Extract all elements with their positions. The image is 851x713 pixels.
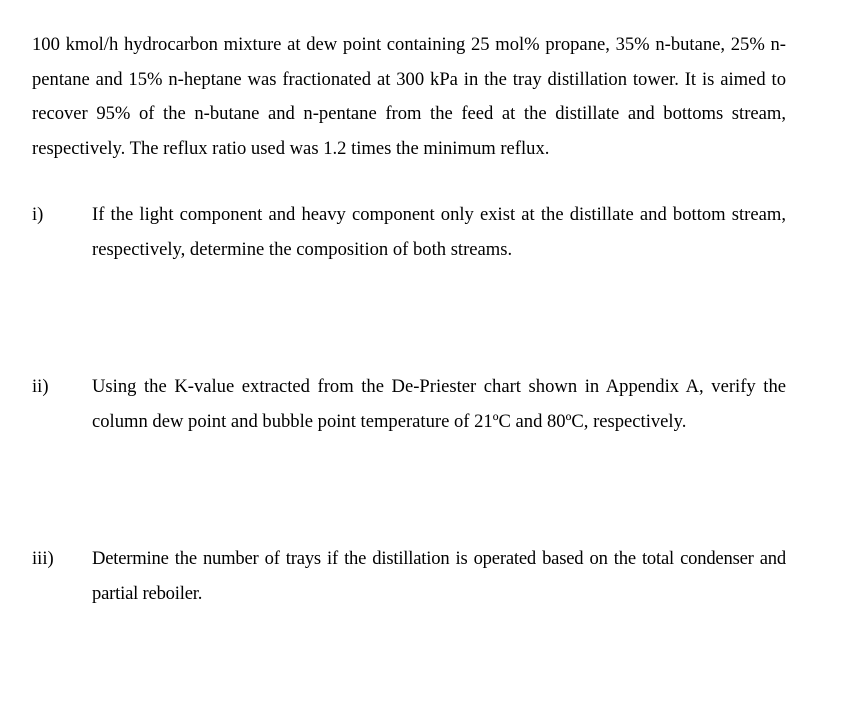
- question-text: Determine the number of trays if the distillation is operated based on the total condenser and partial reboiler.: [92, 548, 786, 604]
- question-text: If the light component and heavy component only exist at the distillate and bottom stream, respectively, determine the composition of both streams.: [92, 204, 786, 260]
- question-number: iii): [32, 548, 54, 569]
- question-number: i): [32, 204, 44, 225]
- problem-statement: 100 kmol/h hydrocarbon mixture at dew point containing 25 mol% propane, 35% n-butane, 25% n-pentane and 15% n-heptane was fractionated at 300 kPa in the tray distillation tower. It is aimed to recover 95% of the n-butane and n-pentane from the feed at the distillate and bottoms stream, respectively. The reflux ratio used was 1.2 times the minimum reflux.: [32, 34, 786, 159]
- question-text: Using the K-value extracted from the De-Priester chart shown in Appendix A, verify the column dew point and bubble point temperature of 21ºC and 80ºC, respectively.: [92, 376, 786, 432]
- question-number: ii): [32, 376, 49, 397]
